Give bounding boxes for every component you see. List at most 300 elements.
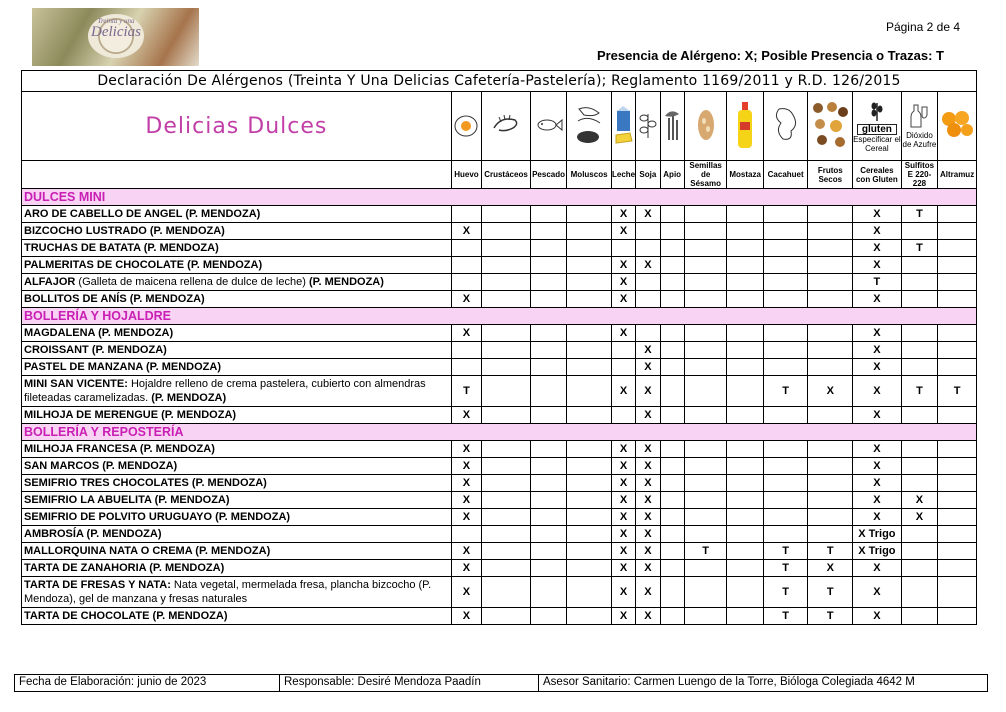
allergen-value bbox=[530, 577, 566, 608]
allergen-value bbox=[727, 240, 763, 257]
allergen-value: X bbox=[636, 376, 660, 407]
allergen-value: X bbox=[611, 509, 635, 526]
allergen-value bbox=[808, 325, 853, 342]
allergen-value bbox=[660, 475, 684, 492]
allergen-value bbox=[727, 376, 763, 407]
allergen-value bbox=[482, 509, 531, 526]
allergen-value: X bbox=[853, 206, 902, 223]
allergen-value bbox=[763, 475, 808, 492]
allergen-value bbox=[727, 206, 763, 223]
allergen-value: X bbox=[853, 240, 902, 257]
product-heading bbox=[22, 92, 452, 161]
allergen-value bbox=[482, 376, 531, 407]
allergen-value bbox=[901, 359, 937, 376]
column-header: Soja bbox=[636, 161, 660, 189]
logo-small-text: Treinta y una bbox=[97, 17, 135, 25]
allergen-value bbox=[530, 359, 566, 376]
allergen-value bbox=[938, 257, 977, 274]
allergen-value bbox=[901, 560, 937, 577]
allergen-value bbox=[763, 526, 808, 543]
section-title: BOLLERÍA Y HOJALDRE bbox=[22, 308, 977, 325]
allergen-icon-cell bbox=[808, 92, 853, 161]
allergen-value bbox=[763, 407, 808, 424]
allergen-value bbox=[901, 441, 937, 458]
allergen-icon-cell bbox=[611, 92, 635, 161]
allergen-value bbox=[938, 240, 977, 257]
allergen-value bbox=[684, 475, 727, 492]
allergen-value bbox=[938, 577, 977, 608]
allergen-icon-cell bbox=[660, 92, 684, 161]
shrimp-icon bbox=[491, 114, 521, 139]
allergen-value bbox=[763, 274, 808, 291]
allergen-value bbox=[660, 608, 684, 625]
allergen-value bbox=[763, 509, 808, 526]
allergen-value bbox=[763, 257, 808, 274]
allergen-value bbox=[611, 359, 635, 376]
sesame-icon bbox=[695, 107, 717, 146]
table-row bbox=[22, 206, 977, 223]
allergen-value bbox=[727, 526, 763, 543]
allergen-value: X bbox=[636, 257, 660, 274]
allergen-value bbox=[901, 526, 937, 543]
allergen-value bbox=[567, 577, 612, 608]
allergen-value bbox=[660, 257, 684, 274]
allergen-value bbox=[482, 526, 531, 543]
allergen-value bbox=[660, 342, 684, 359]
allergen-value bbox=[901, 274, 937, 291]
allergen-value bbox=[901, 291, 937, 308]
allergen-value bbox=[567, 359, 612, 376]
gluten-icon bbox=[853, 100, 901, 153]
table-row bbox=[22, 257, 977, 274]
allergen-value bbox=[660, 274, 684, 291]
allergen-value: T bbox=[853, 274, 902, 291]
section-row bbox=[22, 424, 977, 441]
product-name: TARTA DE CHOCOLATE (P. MENDOZA) bbox=[22, 608, 452, 625]
allergen-value bbox=[482, 475, 531, 492]
allergen-value bbox=[727, 325, 763, 342]
allergen-value: X bbox=[636, 492, 660, 509]
allergen-value bbox=[636, 274, 660, 291]
allergen-value bbox=[938, 325, 977, 342]
allergen-value bbox=[901, 342, 937, 359]
allergen-value bbox=[482, 223, 531, 240]
allergen-value bbox=[611, 240, 635, 257]
allergen-value: T bbox=[763, 577, 808, 608]
allergen-value bbox=[660, 458, 684, 475]
allergen-value: X bbox=[451, 325, 481, 342]
allergen-value bbox=[451, 257, 481, 274]
allergen-value: X bbox=[611, 291, 635, 308]
allergen-value bbox=[567, 509, 612, 526]
allergen-value: X bbox=[451, 509, 481, 526]
allergen-value: X bbox=[451, 577, 481, 608]
allergen-value bbox=[938, 223, 977, 240]
allergen-value bbox=[727, 608, 763, 625]
allergen-value bbox=[808, 257, 853, 274]
product-name: SEMIFRIO LA ABUELITA (P. MENDOZA) bbox=[22, 492, 452, 509]
allergen-value: X bbox=[636, 526, 660, 543]
allergen-value bbox=[901, 223, 937, 240]
logo-brand-text: Delicias bbox=[91, 24, 141, 40]
allergen-value bbox=[451, 526, 481, 543]
allergen-value bbox=[938, 560, 977, 577]
allergen-value bbox=[482, 543, 531, 560]
allergen-value: X bbox=[853, 492, 902, 509]
allergen-value bbox=[530, 407, 566, 424]
allergen-value: X bbox=[853, 560, 902, 577]
allergen-value bbox=[684, 509, 727, 526]
allergen-value: X Trigo bbox=[853, 543, 902, 560]
allergen-value bbox=[901, 325, 937, 342]
allergen-value bbox=[684, 325, 727, 342]
allergen-value: X bbox=[611, 441, 635, 458]
allergen-value: X bbox=[853, 407, 902, 424]
allergen-icon-cell bbox=[636, 92, 660, 161]
column-header: Semillas de Sésamo bbox=[684, 161, 727, 189]
allergen-value: T bbox=[763, 543, 808, 560]
allergen-value: X bbox=[853, 608, 902, 625]
allergen-value: X bbox=[636, 543, 660, 560]
table-row bbox=[22, 509, 977, 526]
allergen-value bbox=[451, 240, 481, 257]
allergen-value bbox=[530, 492, 566, 509]
allergen-value bbox=[567, 458, 612, 475]
section-title: BOLLERÍA Y REPOSTERÍA bbox=[22, 424, 977, 441]
column-header: Cereales con Gluten bbox=[853, 161, 902, 189]
allergen-value bbox=[808, 359, 853, 376]
allergen-value bbox=[482, 359, 531, 376]
allergen-value: T bbox=[763, 608, 808, 625]
allergen-value: X bbox=[853, 376, 902, 407]
allergen-icon-cell bbox=[727, 92, 763, 161]
allergen-value bbox=[660, 441, 684, 458]
allergen-value bbox=[727, 291, 763, 308]
allergen-value: X bbox=[611, 526, 635, 543]
allergen-value bbox=[660, 509, 684, 526]
product-heading-text: Delicias Dulces bbox=[145, 113, 328, 139]
nuts-icon bbox=[810, 100, 850, 153]
allergen-value bbox=[611, 342, 635, 359]
allergen-value: X bbox=[611, 608, 635, 625]
allergen-value: X bbox=[853, 475, 902, 492]
allergen-value bbox=[763, 492, 808, 509]
column-header: Pescado bbox=[530, 161, 566, 189]
allergen-value bbox=[530, 509, 566, 526]
allergen-value: T bbox=[451, 376, 481, 407]
allergen-value bbox=[727, 560, 763, 577]
allergen-value: T bbox=[808, 608, 853, 625]
allergen-value bbox=[808, 342, 853, 359]
allergen-value bbox=[808, 509, 853, 526]
section-row bbox=[22, 308, 977, 325]
allergen-value bbox=[636, 291, 660, 308]
allergen-value bbox=[530, 475, 566, 492]
table-row bbox=[22, 325, 977, 342]
allergen-value bbox=[763, 223, 808, 240]
lupin-icon bbox=[940, 110, 974, 140]
allergen-icon-cell bbox=[938, 92, 977, 161]
allergen-value bbox=[482, 291, 531, 308]
allergen-value: X bbox=[451, 475, 481, 492]
allergen-value: T bbox=[808, 543, 853, 560]
allergen-value bbox=[763, 359, 808, 376]
allergen-value bbox=[808, 291, 853, 308]
allergen-value: X bbox=[853, 458, 902, 475]
allergen-value bbox=[482, 441, 531, 458]
allergen-value bbox=[482, 458, 531, 475]
allergen-value: X bbox=[636, 206, 660, 223]
allergen-value bbox=[530, 526, 566, 543]
allergen-value: X bbox=[611, 257, 635, 274]
allergen-value bbox=[684, 492, 727, 509]
header-blank bbox=[22, 161, 452, 189]
allergen-value bbox=[482, 407, 531, 424]
allergen-value bbox=[660, 407, 684, 424]
allergen-value bbox=[763, 206, 808, 223]
allergen-value bbox=[901, 407, 937, 424]
allergen-value: X bbox=[853, 342, 902, 359]
table-row bbox=[22, 359, 977, 376]
allergen-value: X bbox=[636, 407, 660, 424]
allergen-value bbox=[530, 291, 566, 308]
allergen-icon-cell bbox=[684, 92, 727, 161]
allergen-value bbox=[660, 291, 684, 308]
allergen-value: X bbox=[611, 560, 635, 577]
allergen-value bbox=[938, 458, 977, 475]
allergen-value bbox=[684, 291, 727, 308]
peanut-icon bbox=[771, 105, 801, 148]
allergen-value bbox=[530, 376, 566, 407]
allergen-value bbox=[763, 441, 808, 458]
product-name: SEMIFRIO TRES CHOCOLATES (P. MENDOZA) bbox=[22, 475, 452, 492]
allergen-value bbox=[530, 274, 566, 291]
allergen-value: X bbox=[451, 458, 481, 475]
allergen-value bbox=[636, 325, 660, 342]
allergen-value: X bbox=[636, 475, 660, 492]
allergen-value: T bbox=[684, 543, 727, 560]
allergen-value bbox=[530, 342, 566, 359]
allergen-value bbox=[727, 458, 763, 475]
allergen-icon-cell bbox=[901, 92, 937, 161]
allergen-value: X bbox=[853, 441, 902, 458]
milk-icon bbox=[614, 105, 634, 148]
allergen-value bbox=[482, 325, 531, 342]
allergen-value bbox=[482, 240, 531, 257]
product-name: ARO DE CABELLO DE ANGEL (P. MENDOZA) bbox=[22, 206, 452, 223]
allergen-value bbox=[684, 376, 727, 407]
product-name: TARTA DE FRESAS Y NATA: Nata vegetal, mermelada fresa, plancha bizcocho (P. Mendoza), gel de manzana y fresas naturales bbox=[22, 577, 452, 608]
allergen-value bbox=[451, 342, 481, 359]
allergen-value: T bbox=[763, 560, 808, 577]
allergen-value bbox=[808, 240, 853, 257]
product-name: AMBROSÍA (P. MENDOZA) bbox=[22, 526, 452, 543]
allergen-value bbox=[727, 441, 763, 458]
table-row bbox=[22, 342, 977, 359]
allergen-value bbox=[482, 492, 531, 509]
egg-icon bbox=[453, 112, 479, 141]
allergen-value: T bbox=[763, 376, 808, 407]
allergen-value bbox=[901, 577, 937, 608]
page-number: Página 2 de 4 bbox=[885, 20, 960, 34]
allergen-icon-cell bbox=[530, 92, 566, 161]
allergen-value bbox=[660, 223, 684, 240]
table-row bbox=[22, 376, 977, 407]
allergen-value: X bbox=[611, 458, 635, 475]
allergen-value bbox=[763, 458, 808, 475]
table-row bbox=[22, 492, 977, 509]
allergen-legend: Presencia de Alérgeno: X; Posible Presencia o Trazas: T bbox=[596, 48, 944, 63]
allergen-value bbox=[938, 608, 977, 625]
allergen-value bbox=[530, 458, 566, 475]
allergen-value bbox=[727, 492, 763, 509]
allergen-value: X bbox=[611, 376, 635, 407]
allergen-value: X bbox=[853, 291, 902, 308]
product-name: MALLORQUINA NATA O CREMA (P. MENDOZA) bbox=[22, 543, 452, 560]
allergen-value bbox=[660, 206, 684, 223]
allergen-icon-cell bbox=[853, 92, 902, 161]
allergen-value: X bbox=[853, 359, 902, 376]
table-row bbox=[22, 475, 977, 492]
table-row bbox=[22, 407, 977, 424]
allergen-value bbox=[901, 458, 937, 475]
allergen-value bbox=[660, 240, 684, 257]
allergen-value: T bbox=[901, 240, 937, 257]
allergen-table bbox=[21, 70, 977, 625]
allergen-value bbox=[611, 407, 635, 424]
declaration-title: Declaración De Alérgenos (Treinta Y Una Delicias Cafetería-Pastelería); Reglamento 1169/2011 y R.D. 126/2015 bbox=[22, 71, 977, 92]
allergen-value: X bbox=[451, 407, 481, 424]
allergen-value bbox=[763, 240, 808, 257]
allergen-value bbox=[938, 359, 977, 376]
allergen-value: T bbox=[808, 577, 853, 608]
table-row bbox=[22, 240, 977, 257]
allergen-value bbox=[684, 240, 727, 257]
allergen-value bbox=[530, 441, 566, 458]
allergen-value bbox=[938, 441, 977, 458]
allergen-value bbox=[938, 274, 977, 291]
allergen-value bbox=[808, 223, 853, 240]
product-name: SAN MARCOS (P. MENDOZA) bbox=[22, 458, 452, 475]
allergen-value bbox=[901, 608, 937, 625]
column-header: Leche bbox=[611, 161, 635, 189]
allergen-value: X bbox=[636, 509, 660, 526]
allergen-value: X bbox=[853, 325, 902, 342]
allergen-value: T bbox=[938, 376, 977, 407]
allergen-value bbox=[727, 509, 763, 526]
product-name: MINI SAN VICENTE: Hojaldre relleno de crema pastelera, cubierto con almendras fileteadas caramelizadas. (P. MENDOZA) bbox=[22, 376, 452, 407]
allergen-value bbox=[938, 526, 977, 543]
allergen-value: X bbox=[636, 608, 660, 625]
gluten-note: Especificar el Cereal bbox=[853, 134, 901, 153]
allergen-value bbox=[684, 274, 727, 291]
table-row bbox=[22, 274, 977, 291]
allergen-value bbox=[567, 475, 612, 492]
allergen-value bbox=[684, 407, 727, 424]
allergen-value bbox=[684, 342, 727, 359]
allergen-value: X bbox=[611, 543, 635, 560]
allergen-value bbox=[684, 608, 727, 625]
sulphites-note: Dióxido de Azufre bbox=[902, 131, 937, 149]
footer-responsible: Responsable: Desiré Mendoza Paadín bbox=[280, 675, 539, 691]
allergen-value bbox=[567, 560, 612, 577]
allergen-value bbox=[567, 543, 612, 560]
allergen-value bbox=[727, 342, 763, 359]
allergen-value bbox=[567, 526, 612, 543]
allergen-value: X bbox=[808, 560, 853, 577]
allergen-icon-cell bbox=[451, 92, 481, 161]
allergen-value bbox=[808, 441, 853, 458]
allergen-value bbox=[938, 342, 977, 359]
allergen-value: X bbox=[451, 291, 481, 308]
allergen-value: X bbox=[451, 223, 481, 240]
allergen-value bbox=[684, 359, 727, 376]
allergen-value: X bbox=[611, 475, 635, 492]
table-row bbox=[22, 543, 977, 560]
allergen-value bbox=[727, 359, 763, 376]
allergen-value bbox=[567, 492, 612, 509]
allergen-value: X bbox=[853, 257, 902, 274]
allergen-value bbox=[482, 342, 531, 359]
allergen-value: T bbox=[901, 376, 937, 407]
allergen-value bbox=[482, 577, 531, 608]
allergen-value bbox=[451, 359, 481, 376]
mollusc-icon bbox=[574, 103, 604, 150]
allergen-value bbox=[684, 560, 727, 577]
allergen-value bbox=[808, 526, 853, 543]
allergen-value bbox=[567, 257, 612, 274]
allergen-value bbox=[938, 206, 977, 223]
allergen-value: X bbox=[611, 577, 635, 608]
allergen-value bbox=[660, 492, 684, 509]
company-logo bbox=[32, 8, 199, 66]
allergen-value bbox=[567, 407, 612, 424]
allergen-value bbox=[938, 509, 977, 526]
allergen-value bbox=[938, 492, 977, 509]
column-header: Altramuz bbox=[938, 161, 977, 189]
allergen-value: X bbox=[451, 492, 481, 509]
allergen-value bbox=[530, 240, 566, 257]
allergen-icon-cell bbox=[482, 92, 531, 161]
allergen-value bbox=[482, 608, 531, 625]
footer-advisor: Asesor Sanitario: Carmen Luengo de la Torre, Bióloga Colegiada 4642 M bbox=[543, 676, 915, 688]
allergen-value bbox=[727, 223, 763, 240]
mustard-icon bbox=[736, 100, 754, 153]
allergen-value bbox=[938, 407, 977, 424]
table-row bbox=[22, 458, 977, 475]
allergen-icon-cell bbox=[763, 92, 808, 161]
allergen-value bbox=[938, 475, 977, 492]
product-name: MILHOJA DE MERENGUE (P. MENDOZA) bbox=[22, 407, 452, 424]
allergen-value bbox=[660, 526, 684, 543]
allergen-value bbox=[567, 376, 612, 407]
column-header: Huevo bbox=[451, 161, 481, 189]
allergen-value bbox=[567, 223, 612, 240]
allergen-value: X bbox=[611, 223, 635, 240]
allergen-value: X Trigo bbox=[853, 526, 902, 543]
allergen-value: X bbox=[636, 342, 660, 359]
table-row bbox=[22, 291, 977, 308]
allergen-value bbox=[901, 475, 937, 492]
allergen-value bbox=[684, 458, 727, 475]
allergen-value bbox=[938, 291, 977, 308]
allergen-value bbox=[727, 274, 763, 291]
allergen-value bbox=[451, 274, 481, 291]
column-header: Mostaza bbox=[727, 161, 763, 189]
allergen-value: X bbox=[636, 441, 660, 458]
product-name: BIZCOCHO LUSTRADO (P. MENDOZA) bbox=[22, 223, 452, 240]
allergen-value: X bbox=[611, 206, 635, 223]
